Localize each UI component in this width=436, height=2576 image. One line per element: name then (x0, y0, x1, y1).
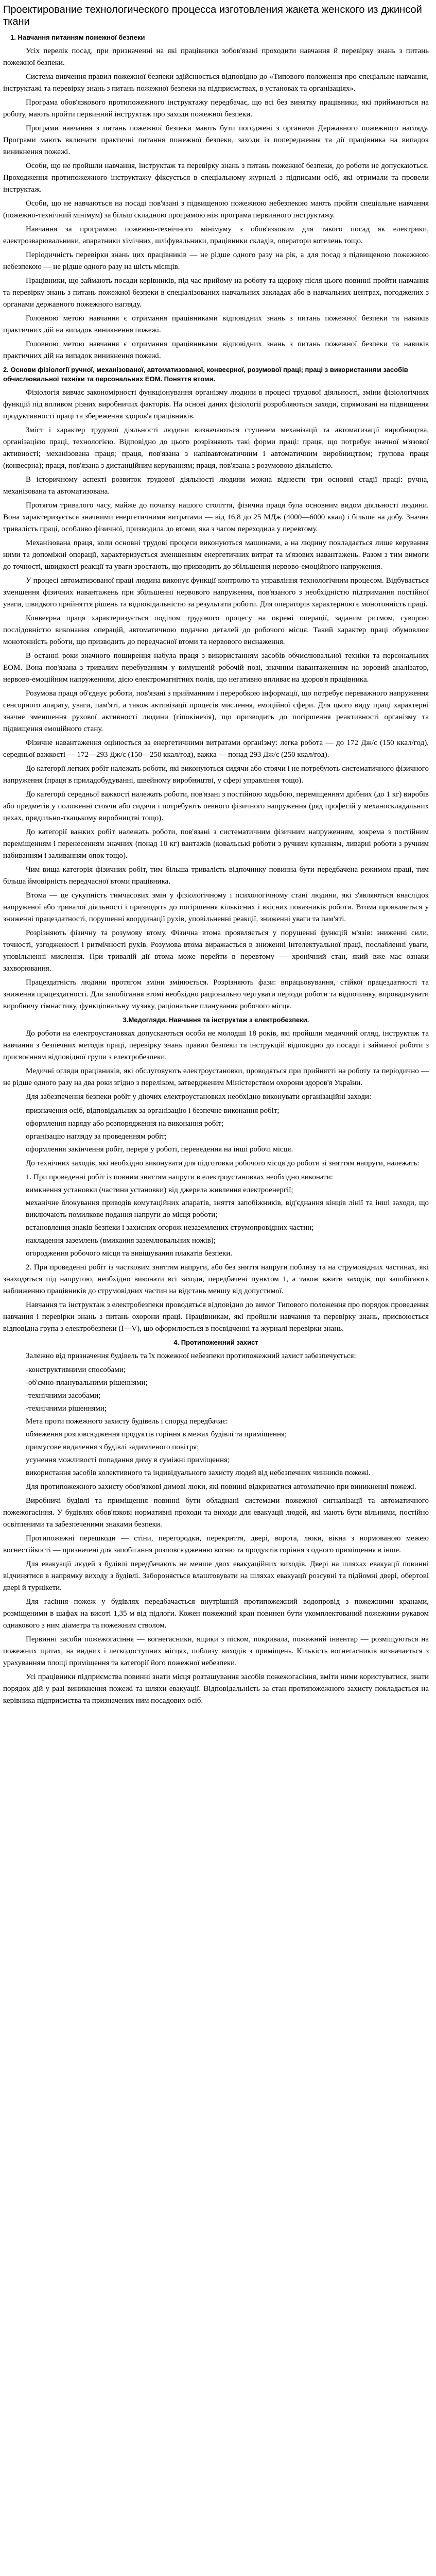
list-item: оформлення закінчення робіт, перерв у роботі, переведення на інші робочі місця. (26, 1145, 293, 1154)
paragraph: Система вивчення правил пожежної безпеки здійснюється відповідно до «Типового положення про спеціальне навчання, інструктажі та перевірку знань з питань пожежної безпеки на підприємствах, в установах та організаціях». (3, 73, 429, 93)
list-item: -об'ємно-планувальними рішеннями; (26, 1379, 148, 1387)
document-body (3, 33, 429, 1707)
paragraph: Особи, що не навчаються на посаді пов'язані з підвищеною пожежною небезпекою мають пройти спеціальне навчання (пожежно-технічний мінімум) за більш складною програмою ніж програма первинного інструктажу. (3, 199, 429, 219)
paragraph: Усіх перелік посад, при призначенні на які працівники зобов'язані проходити навчання й перевірку знань з питань пожежної безпеки. (3, 47, 429, 67)
section-heading: 3.Медогляди. Навчання та інструктаж з електробезпеки. (123, 1016, 309, 1024)
list-item: Мета проти пожежного захисту будівель і споруд передбачає: (26, 1417, 228, 1426)
paragraph: Протягом тривалого часу, майже до початку нашого століття, фізична праця була основним видом діяльності людини. Вона характеризується значними енергетичними витратами — від 16,8 до 25 МДж (4000—6000 ккал) і більше на добу. Значна тривалість праці, особливо фізичної, призводила до втоми, яка з часом переходила у перевтому. (3, 501, 429, 533)
bullet-list (3, 1172, 429, 1260)
paragraph: Конвеєрна праця характеризується поділом трудового процесу на окремі операції, заданим ритмом, суворою послідовністю виконання операцій, автоматичною подачею деталей до робочого місця. Такий характер праці обумовлює монотонність роботи, що призводить до передчасної втоми та нервового виснаження. (3, 614, 429, 646)
bullet-list (3, 1364, 429, 1479)
list-item: усунення можливості попадання диму в суміжні приміщення; (26, 1456, 230, 1464)
list-item: -конструктивними способами; (26, 1366, 126, 1374)
list-item: -технічними рішеннями; (26, 1404, 107, 1413)
paragraph: Для протипожежного захисту обов'язкові димові люки, які повинні відкриватися автоматично при виникненні пожежі. (26, 1483, 416, 1491)
paragraph: Особи, що не пройшли навчання, інструктаж та перевірку знань з питань пожежної безпеки, до роботи не допускаються. Проходження протипожежного інструктажу фіксується в спеціальному журналі з підписами осіб, які отримали та провели інструктаж. (3, 162, 429, 194)
paragraph: Залежно від призначення будівель та їх пожежної небезпеки протипожежний захист забезпечується: (26, 1352, 356, 1360)
paragraph: Механізована праця, коли основні трудові процеси виконуються машинами, а на людину покладається лише керування ними та допоміжні операції, характеризується зменшенням енергетичних витрат та м'язових навантажень. Разом з тим вимоги до точності, швидкості реакції та уваги зростають, що призводить до збільшення нервово-емоційного напруження. (3, 539, 429, 571)
list-item: примусове видалення з будівлі задимленого повітря; (26, 1443, 199, 1451)
section-heading: 2. Основи фізіології ручної, механізованої, автоматизованої, конвеєрної, розумової праці; праці з використанням засобів обчислювальної техніки та персональних ЕОМ. Поняття втоми. (3, 366, 408, 383)
list-item: накладення заземлень (вмикання заземлювальних ножів); (26, 1236, 216, 1245)
paragraph: В історичному аспекті розвиток трудової діяльності людини можна віднести три основні стадії праці: ручна, механізована та автоматизована. (3, 476, 429, 496)
paragraph: Втома — це сукупність тимчасових змін у фізіологічному і психологічному стані людини, які з'являються внаслідок напруженої або тривалої діяльності і призводять до погіршення кількісних і якісних показників роботи. Втома проявляється у зниженні працездатності, порушенні координації рухів, уповільненні реакції, зниженні уваги та пам'яті. (3, 891, 429, 923)
paragraph: Усі працівники підприємства повинні знати місця розташування засобів пожежогасіння, вміти ними користуватися, знати порядок дій у разі виникнення пожежі та шляхи евакуації. Відповідальність за стан протипожежного захисту покладається на керівника підприємства та призначених ним посадових осіб. (3, 1673, 429, 1705)
list-item: 1. При проведенні робіт із повним зняттям напруги в електроустановках необхідно виконати: (26, 1173, 333, 1181)
paragraph: Працездатність людини протягом зміни змінюється. Розрізняють фази: впрацьовування, стійкої працездатності та зниження працездатності. Для запобігання втомі необхідно раціонально чергувати періоди роботи та відпочинку, впроваджувати виробничу гімнастику, функціональну музику, раціональне планування робочого місця. (3, 978, 429, 1010)
paragraph: Головною метою навчання є отримання працівниками відповідних знань з питань пожежної безпеки та навиків практичних дій на випадок виникнення пожежі. (3, 314, 429, 334)
paragraph: Розрізняють фізичну та розумову втому. Фізична втома проявляється у порушенні функцій м'язів: зниженні сили, точності, узгодженості і ритмічності рухів. Розумова втома виражається в зниженні інтелектуальної праці, послабленні уваги, уповільненні мислення. При тривалій дії втома може перейти в перевтому — хронічний стан, який вже має ознаки захворювання. (3, 929, 429, 973)
bullet-list (3, 1105, 429, 1156)
paragraph: Програма обов'язкового протипожежного інструктажу передбачає, що всі без винятку працівники, які приймаються на роботу, мають пройти первинний інструктаж про заходи пожежної безпеки. (3, 98, 429, 118)
paragraph: Виробничі будівлі та приміщення повинні бути обладнані системами пожежної сигналізації та автоматичного пожежогасіння. У будівлях обов'язкові нормативні проходи та виходи для евакуації людей, які мають бути вільними, постійно освітленими та забезпеченими знаками безпеки. (3, 1497, 429, 1529)
paragraph: Головною метою навчання є отримання працівниками відповідних знань з питань пожежної безпеки та навиків практичних дій на випадок виникнення пожежі. (3, 340, 429, 360)
paragraph: До категорії важких робіт належать роботи, пов'язані з систематичним фізичним напруженням, зокрема з постійним переміщенням і перенесенням значних (понад 10 кг) вантажів (ковальські роботи з ручним куванням, ливарні роботи з ручним набиванням і заливанням опок тощо). (3, 828, 429, 860)
paragraph: Для забезпечення безпеки робіт у діючих електроустановках необхідно виконувати організаційні заходи: (26, 1093, 372, 1101)
paragraph: До категорії легких робіт належать роботи, які виконуються сидячи або стоячи і не потребують систематичного фізичного напруження (праця в приладобудуванні, швейному виробництві, у сфері управління тощо). (3, 765, 429, 785)
paragraph: Розумова праця об'єднує роботи, пов'язані з прийманням і переробкою інформації, що потребує переважного напруження сенсорного апарату, уваги, пам'яті, а також активізації процесів мислення, емоційної сфери. Для цього виду праці характерні значне зменшення рухової активності людини (гіпокінезія), що призводить до погіршення реактивності організму та підвищення емоційного стану. (3, 689, 429, 733)
paragraph: У процесі автоматизованої праці людина виконує функції контролю та управління технологічним процесом. Відбувається зменшення фізичних навантажень при збільшенні нервового напруження, пов'язаного з необхідністю підтримання постійної уваги, швидкого прийняття рішень та відповідальністю за результати роботи. Для операторів характерною є монотонність праці. (3, 577, 429, 608)
paragraph: Медичні огляди працівників, які обслуговують електроустановки, проводяться при прийнятті на роботу та періодично — не рідше одного разу на два роки згідно з переліком, затвердженим Міністерством охорони здоров'я України. (3, 1067, 429, 1087)
paragraph: Для гасіння пожеж у будівлях передбачається внутрішній протипожежний водопровід з пожежними кранами, розміщеними в шафах на висоті 1,35 м від підлоги. Кожен пожежний кран повинен бути укомплектований пожежним рукавом однакового з ним діаметра та пожежним стволом. (3, 1598, 429, 1630)
list-item: оформлення наряду або розпорядження на виконання робіт; (26, 1120, 224, 1128)
list-item: організацію нагляду за проведенням робіт; (26, 1132, 167, 1141)
paragraph: Протипожежні перешкоди — стіни, перегородки, перекриття, двері, ворота, люки, вікна з нормованою межею вогнестійкості — призначені для запобігання розповсюдженню вогню та продуктів горіння з одного приміщення в інше. (3, 1534, 429, 1554)
paragraph: Чим вища категорія фізичних робіт, тим більша тривалість відпочинку повинна бути передбачена режимом праці, тим більша ймовірність передчасної втоми працівника. (3, 866, 429, 886)
paragraph: Для евакуації людей з будівлі передбачають не менше двох евакуаційних виходів. Двері на шляхах евакуації повинні відчинятися в напрямку виходу з будівлі. Забороняється влаштовувати на шляхах евакуації розсувні та підйомні двері, обертові двері й турнікети. (3, 1560, 429, 1592)
paragraph: До категорії середньої важкості належать роботи, пов'язані з постійною ходьбою, переміщенням дрібних (до 1 кг) виробів або предметів у положенні стоячи або сидячи і потребують певного фізичного напруження (ряд професій у механоскладальних цехах, прядильно-ткацькому виробництві тощо). (3, 790, 429, 822)
list-item: механічне блокування приводів комутаційних апаратів, зняття запобіжників, від'єднання кінців лінії та інші заходи, що виключають помилкове подання напруги до місця роботи; (26, 1199, 429, 1219)
paragraph: 2. При проведенні робіт із частковим зняттям напруги, або без зняття напруги поблизу та на струмовідних частинах, які знаходяться під напругою, необхідно виконати всі заходи, передбачені пунктом 1, а також вжити заходів, що запобігають наближенню працівників до струмовідних частин на відстань меншу від допустимої. (3, 1263, 429, 1295)
paragraph: Фізіологія вивчає закономірності функціонування організму людини в процесі трудової діяльності, зміни фізіологічних функцій під впливом різних виробничих факторів. На основі даних фізіології розробляються заходи, спрямовані на підвищення продуктивності праці та збереження здоров'я працівників. (3, 388, 429, 420)
paragraph: В останні роки значного поширення набула праця з використанням засобів обчислювальної техніки та персональних ЕОМ. Вона пов'язана з тривалим перебуванням у вимушеній робочій позі, значним навантаженням на зоровий аналізатор, нервово-емоційним напруженням, дією електромагнітних полів, що негативно впливає на здоров'я працівника. (3, 652, 429, 684)
paragraph: До технічних заходів, які необхідно виконувати для підготовки робочого місця до роботи зі зняттям напруги, належать: (26, 1159, 420, 1167)
list-item: -технічними засобами; (26, 1392, 101, 1400)
list-item: огородження робочого місця та вивішування плакатів безпеки. (26, 1249, 233, 1258)
section-heading: 4. Протипожежний захист (173, 1338, 258, 1346)
paragraph: Працівники, що займають посади керівників, під час прийому на роботу та щороку після цього повинні пройти навчання та перевірку знань з питань пожежної безпеки в спеціалізованих навчальних закладах або в навчальних центрах, погоджених з органами державного пожежного нагляду. (3, 277, 429, 309)
document-title: Проектирование технологического процесса изготовления жакета женского из джинсой ткани (3, 4, 422, 27)
list-item: використання засобів колективного та індивідуального захисту людей від небезпечних чинників пожежі. (26, 1469, 371, 1477)
paragraph: Періодичність перевірки знань цих працівників — не рідше одного разу на рік, а для посад з підвищеною пожежною небезпекою — не рідше одного разу на шість місяців. (3, 251, 429, 271)
paragraph: Програми навчання з питань пожежної безпеки мають бути погоджені з органами Державного пожежного нагляду. Програми мають включати практичні питання пожежної безпеки, заходи із попередження та дії працівника на випадок виникнення пожежі. (3, 124, 429, 156)
paragraph: Фізичне навантаження оцінюється за енергетичними витратами організму: легка робота — до 172 Дж/с (150 ккал/год), середньої важкості — 172—293 Дж/с (150—250 ккал/год), важка — понад 293 Дж/с (250 ккал/год). (3, 739, 429, 759)
list-item: призначення осіб, відповідальних за організацію і безпечне виконання робіт; (26, 1107, 280, 1115)
list-item: встановлення знаків безпеки і захисних огорож незаземлених струмопровідних частин; (26, 1224, 314, 1232)
list-item: вимкнення установки (частини установки) від джерела живлення електроенергії; (26, 1186, 293, 1194)
paragraph: Навчання за програмою пожежно-технічного мінімуму з обов'язковим для такого посад як електрики, електрозварювальники, апаратники хімічних, шліфувальники, працівники складів, оператори котелень тощо. (3, 225, 429, 245)
paragraph: Первинні засоби пожежогасіння — вогнегасники, ящики з піском, покривала, пожежний інвентар — розміщуються на пожежних щитах, на видних і легкодоступних місцях, поблизу виходів з приміщень. Кількість вогнегасників визначається з урахуванням площі приміщення та категорії його пожежної небезпеки. (3, 1635, 429, 1667)
paragraph: До роботи на електроустановках допускаються особи не молодші 18 років, які пройшли медичний огляд, інструктаж та навчання з безпечних методів праці, перевірку знань правил безпеки та інструкцій відповідно до посади і займаної роботи з присвоєнням відповідної групи з електробезпеки. (3, 1029, 429, 1061)
section-heading: 1. Навчання питанням пожежної безпеки (10, 33, 145, 41)
paragraph: Навчання та інструктаж з електробезпеки проводяться відповідно до вимог Типового положення про порядок проведення навчання і перевірки знань з питань охорони праці. Працівникам, які пройшли навчання та перевірку знань, присвоюється відповідна група з електробезпеки (І—V), що оформлюється в посвідченні та журналі перевірки знань. (3, 1301, 429, 1333)
paragraph: Зміст і характер трудової діяльності людини визначаються ступенем механізації та автоматизації виробництва, організацією праці, технологією. Відповідно до цього розрізняють такі форми праці: праця, що потребує значної м'язової активності; механізована праця; праця, пов'язана з напівавтоматичним і автоматичним виробництвом; групова праця (конвеєрна); праця, пов'язана з дистанційним керуванням; праця, пов'язана з розумовою діяльністю. (3, 426, 429, 470)
list-item: обмеження розповсюдження продуктів горіння в межах будівлі та приміщення; (26, 1430, 287, 1438)
